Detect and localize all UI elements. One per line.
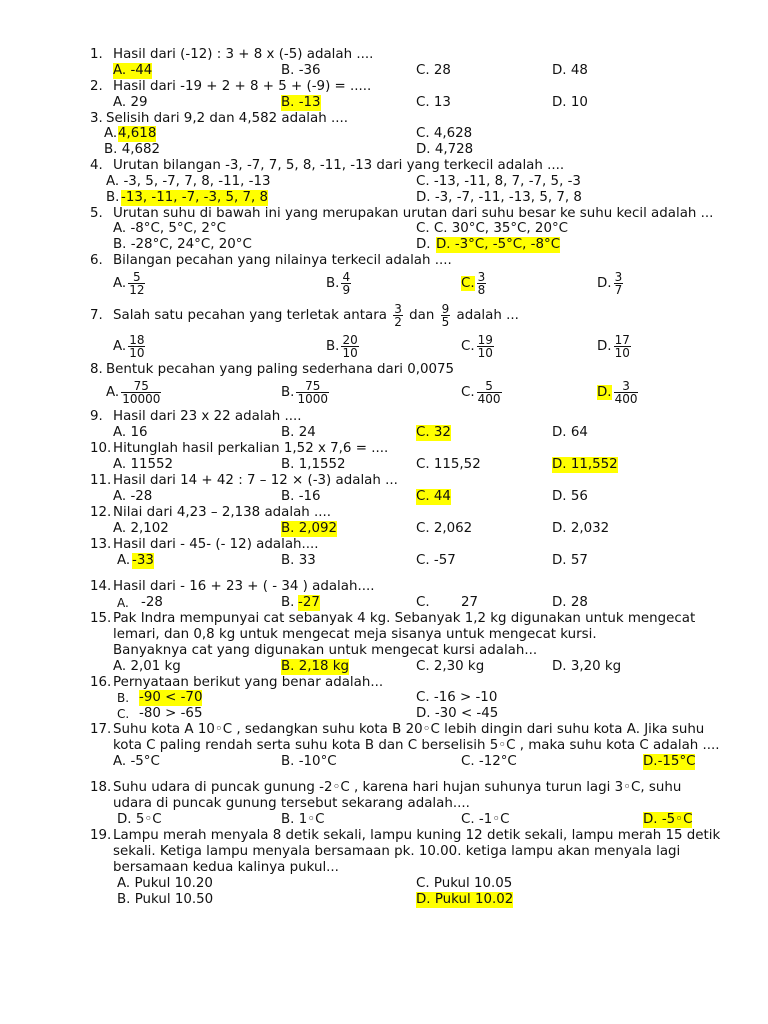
q10-number: 10. [90,441,112,456]
q19-text-line2: sekali. Ketiga lampu menyala bersamaan pk. 10.00. ketiga lampu akan menyala lagi [113,844,681,859]
q12-option-c: C. 2,062 [416,521,473,536]
q1-text: Hasil dari (-12) : 3 + 8 x (-5) adalah .... [113,47,374,62]
q14-text: Hasil dari - 16 + 23 + ( - 34 ) adalah.... [113,579,375,594]
q13-option-d: D. 57 [552,553,588,568]
q19-option-b: B. Pukul 10.50 [117,892,214,907]
q14-option-c: 27 [461,595,479,610]
q2-option-c: C. 13 [416,95,451,110]
q4-option-b: -13, -11, -7, -3, 5, 7, 8 [121,190,269,205]
q10-option-b: B. 1,1552 [281,457,346,472]
q14-option-b-label: B. [281,595,295,610]
q8-option-a-fraction [121,380,161,405]
q17-text-line1: Suhu kota A 10◦C , sedangkan suhu kota B 20◦C lebih dingin dari suhu kota A. Jika suhu [113,722,705,737]
q6-option-c [461,270,488,298]
numerator: 5 [133,269,141,284]
numerator: 5 [485,378,493,393]
q8-option-d-fraction [614,380,639,405]
q17-text-line2: kota C paling rendah serta suhu kota B dan C berselisih 5◦C , maka suhu kota C adalah .... [113,738,720,753]
q9-number: 9. [90,409,103,424]
q14-option-a: -28 [141,595,163,610]
denominator: 400 [614,391,638,406]
denominator: 10000 [122,391,161,406]
q6-option-a-fraction [128,271,145,296]
q7-option-b-label: B. [326,339,340,354]
denominator: 2 [394,314,402,329]
q16-option-c-label: C. [117,707,130,721]
q17-number: 17. [90,722,112,737]
q19-option-a: A. Pukul 10.20 [117,876,213,891]
q13-option-a: -33 [132,553,154,568]
denominator: 7 [614,282,623,297]
q12-text: Nilai dari 4,23 – 2,138 adalah .... [113,505,332,520]
q6-text: Bilangan pecahan yang nilainya terkecil adalah .... [113,253,452,268]
q4-option-c: C. -13, -11, 8, 7, -7, 5, -3 [416,174,581,189]
q8-option-d [597,379,640,407]
q13-option-c: C. -57 [416,553,456,568]
denominator: 5 [441,314,450,329]
q6-option-b-label: B. [326,276,340,291]
q16-option-c-right: C. -16 > -10 [416,690,498,705]
denominator: 10 [477,345,493,360]
q12-option-b: B. 2,092 [281,521,338,536]
q19-number: 19. [90,828,112,843]
q3-option-a: 4,618 [118,126,157,141]
q14-option-b: -27 [298,595,320,610]
denominator: 9 [342,282,351,297]
q4-option-b-label: B. [106,190,120,205]
q8-option-a [106,379,163,407]
q5-option-b: B. -28°C, 24°C, 20°C [113,237,252,252]
q17-option-d: D.-15°C [643,754,696,769]
numerator: 3 [622,378,630,393]
q10-text: Hitunglah hasil perkalian 1,52 x 7,6 = .... [113,441,389,456]
q2-option-d: D. 10 [552,95,588,110]
q15-option-a: A. 2,01 kg [113,659,181,674]
q14-option-c-label: C. [416,595,430,610]
q16-option-b: -90 < -70 [139,690,203,705]
denominator: 10 [614,345,630,360]
denominator: 1000 [297,391,328,406]
q15-text-line3: Banyaknya cat yang digunakan untuk mengecat kursi adalah... [113,643,538,658]
q7-fraction-1 [393,303,403,328]
q15-option-b: B. 2,18 kg [281,659,350,674]
q15-text-line2: lemari, dan 0,8 kg untuk mengecat meja sisanya untuk mengecat kursi. [113,627,597,642]
q18-option-c: C. -1◦C [461,812,510,827]
q14-number: 14. [90,579,112,594]
q18-number: 18. [90,780,112,795]
q11-option-a: A. -28 [113,489,153,504]
q4-number: 4. [90,158,103,173]
q16-option-c: -80 > -65 [139,706,203,721]
q8-option-b-label: B. [281,385,295,400]
q7-option-d-fraction [614,334,631,359]
q1-option-d: D. 48 [552,63,588,78]
q7-option-c-fraction [477,334,494,359]
q5-number: 5. [90,206,103,221]
q5-option-a: A. -8°C, 5°C, 2°C [113,221,226,236]
q7-option-c [461,333,496,361]
q4-text: Urutan bilangan -3, -7, 7, 5, 8, -11, -13 dari yang terkecil adalah .... [113,158,565,173]
q6-number: 6. [90,253,103,268]
q7-text-post: adalah ... [456,308,519,323]
numerator: 20 [342,332,358,347]
numerator: 18 [129,332,145,347]
q16-text: Pernyataan berikut yang benar adalah... [113,675,384,690]
q1-option-c: C. 28 [416,63,451,78]
denominator: 8 [477,282,486,297]
q18-option-d: D. -5◦C [643,812,693,827]
q3-number: 3. [90,111,103,126]
q19-text-line3: bersamaan kedua kalinya pukul... [113,860,339,875]
q11-number: 11. [90,473,112,488]
q8-number: 8. [90,362,103,377]
q7-text-pre: Salah satu pecahan yang terletak antara [113,308,387,323]
q18-option-b: B. 1◦C [281,812,325,827]
q2-text: Hasil dari -19 + 2 + 8 + 5 + (-9) = ..... [113,79,372,94]
q9-text: Hasil dari 23 x 22 adalah .... [113,409,302,424]
numerator: 3 [614,269,623,284]
q7-option-a [113,333,147,361]
q5-option-c: C. C. 30°C, 35°C, 20°C [416,221,569,236]
q8-option-b-fraction [296,380,329,405]
q1-option-b: B. -36 [281,63,321,78]
q11-option-b: B. -16 [281,489,321,504]
q2-option-b: B. -13 [281,95,321,110]
q7-option-a-fraction [128,334,145,359]
q6-option-b-fraction [341,271,351,296]
q4-option-a: A. -3, 5, -7, 7, 8, -11, -13 [106,174,271,189]
q19-option-c: C. Pukul 10.05 [416,876,513,891]
q8-option-c [461,379,504,407]
numerator: 9 [441,301,450,316]
q6-option-b [326,270,353,298]
numerator: 3 [477,269,486,284]
q2-number: 2. [90,79,103,94]
denominator: 10 [129,345,145,360]
q8-option-c-label: C. [461,385,475,400]
q3-option-a-label: A. [104,126,118,141]
q6-option-c-fraction [477,271,487,296]
q14-option-d: D. 28 [552,595,588,610]
q11-option-d: D. 56 [552,489,588,504]
q8-text: Bentuk pecahan yang paling sederhana dari 0,0075 [106,362,455,377]
q15-option-d: D. 3,20 kg [552,659,622,674]
denominator: 400 [477,391,501,406]
q7-number: 7. [90,308,103,323]
q19-option-d: D. Pukul 10.02 [416,892,514,907]
q13-option-a-label: A. [117,553,131,568]
q9-option-c: C. 32 [416,425,451,440]
q12-option-d: D. 2,032 [552,521,610,536]
q10-option-c: C. 115,52 [416,457,481,472]
q13-number: 13. [90,537,112,552]
q1-option-a: A. -44 [113,63,153,78]
q12-option-a: A. 2,102 [113,521,169,536]
q3-option-b: B. 4,682 [104,142,161,157]
q19-text-line1: Lampu merah menyala 8 detik sekali, lampu kuning 12 detik sekali, lampu merah 15 detik [113,828,721,843]
q5-option-d: D. -3°C, -5°C, -8°C [436,237,561,252]
q7-option-b [326,333,361,361]
q7-option-d [597,333,633,361]
q18-text-line1: Suhu udara di puncak gunung -2◦C , karena hari hujan suhunya turun lagi 3◦C, suhu [113,780,682,795]
q7-text-mid: dan [409,308,435,323]
numerator: 4 [342,269,351,284]
q9-option-b: B. 24 [281,425,316,440]
denominator: 10 [342,345,358,360]
q7-fraction-2 [441,303,451,328]
q12-number: 12. [90,505,112,520]
q17-option-c: C. -12°C [461,754,517,769]
q3-text: Selisih dari 9,2 dan 4,582 adalah .... [106,111,349,126]
q18-text-line2: udara di puncak gunung tersebut sekarang adalah.... [113,796,470,811]
q14-option-a-label: A. [117,596,129,610]
q1-number: 1. [90,47,103,62]
q9-option-d: D. 64 [552,425,588,440]
q11-text: Hasil dari 14 + 42 : 7 – 12 × (-3) adalah ... [113,473,398,488]
q6-option-d [597,270,625,298]
q3-option-c: C. 4,628 [416,126,473,141]
q8-option-b [281,379,331,407]
numerator: 75 [305,378,321,393]
q5-text: Urutan suhu di bawah ini yang merupakan urutan dari suhu besar ke suhu kecil adalah ... [113,206,714,221]
numerator: 3 [394,301,402,316]
q4-option-d: D. -3, -7, -11, -13, 5, 7, 8 [416,190,582,205]
q15-option-c: C. 2,30 kg [416,659,485,674]
q18-option-a: D. 5◦C [117,812,162,827]
q10-option-a: A. 11552 [113,457,174,472]
q6-option-a-label: A. [113,276,127,291]
numerator: 75 [133,378,149,393]
q7-option-c-label: C. [461,339,475,354]
q7-option-d-label: D. [597,339,612,354]
q8-option-d-label: D. [597,385,612,400]
q6-option-c-label: C. [461,276,475,291]
q6-option-d-label: D. [597,276,612,291]
q13-text: Hasil dari - 45- (- 12) adalah.... [113,537,319,552]
q6-option-d-fraction [614,271,624,296]
q3-option-d: D. 4,728 [416,142,474,157]
q7-option-a-label: A. [113,339,127,354]
q17-option-a: A. -5°C [113,754,160,769]
q11-option-c: C. 44 [416,489,451,504]
q16-option-d: D. -30 < -45 [416,706,499,721]
q16-option-b-label: B. [117,691,130,705]
numerator: 17 [614,332,630,347]
numerator: 19 [477,332,493,347]
q16-number: 16. [90,675,112,690]
denominator: 12 [129,282,145,297]
q15-number: 15. [90,611,112,626]
q5-option-d-label: D. [416,237,431,252]
q8-option-a-label: A. [106,385,120,400]
q9-option-a: A. 16 [113,425,148,440]
q8-option-c-fraction [477,380,502,405]
q2-option-a: A. 29 [113,95,148,110]
q10-option-d: D. 11,552 [552,457,618,472]
q15-text-line1: Pak Indra mempunyai cat sebanyak 4 kg. Sebanyak 1,2 kg digunakan untuk mengecat [113,611,696,626]
q7-option-b-fraction [341,334,358,359]
q17-option-b: B. -10°C [281,754,337,769]
q13-option-b: B. 33 [281,553,316,568]
q6-option-a [113,270,147,298]
q7-text [113,302,519,330]
